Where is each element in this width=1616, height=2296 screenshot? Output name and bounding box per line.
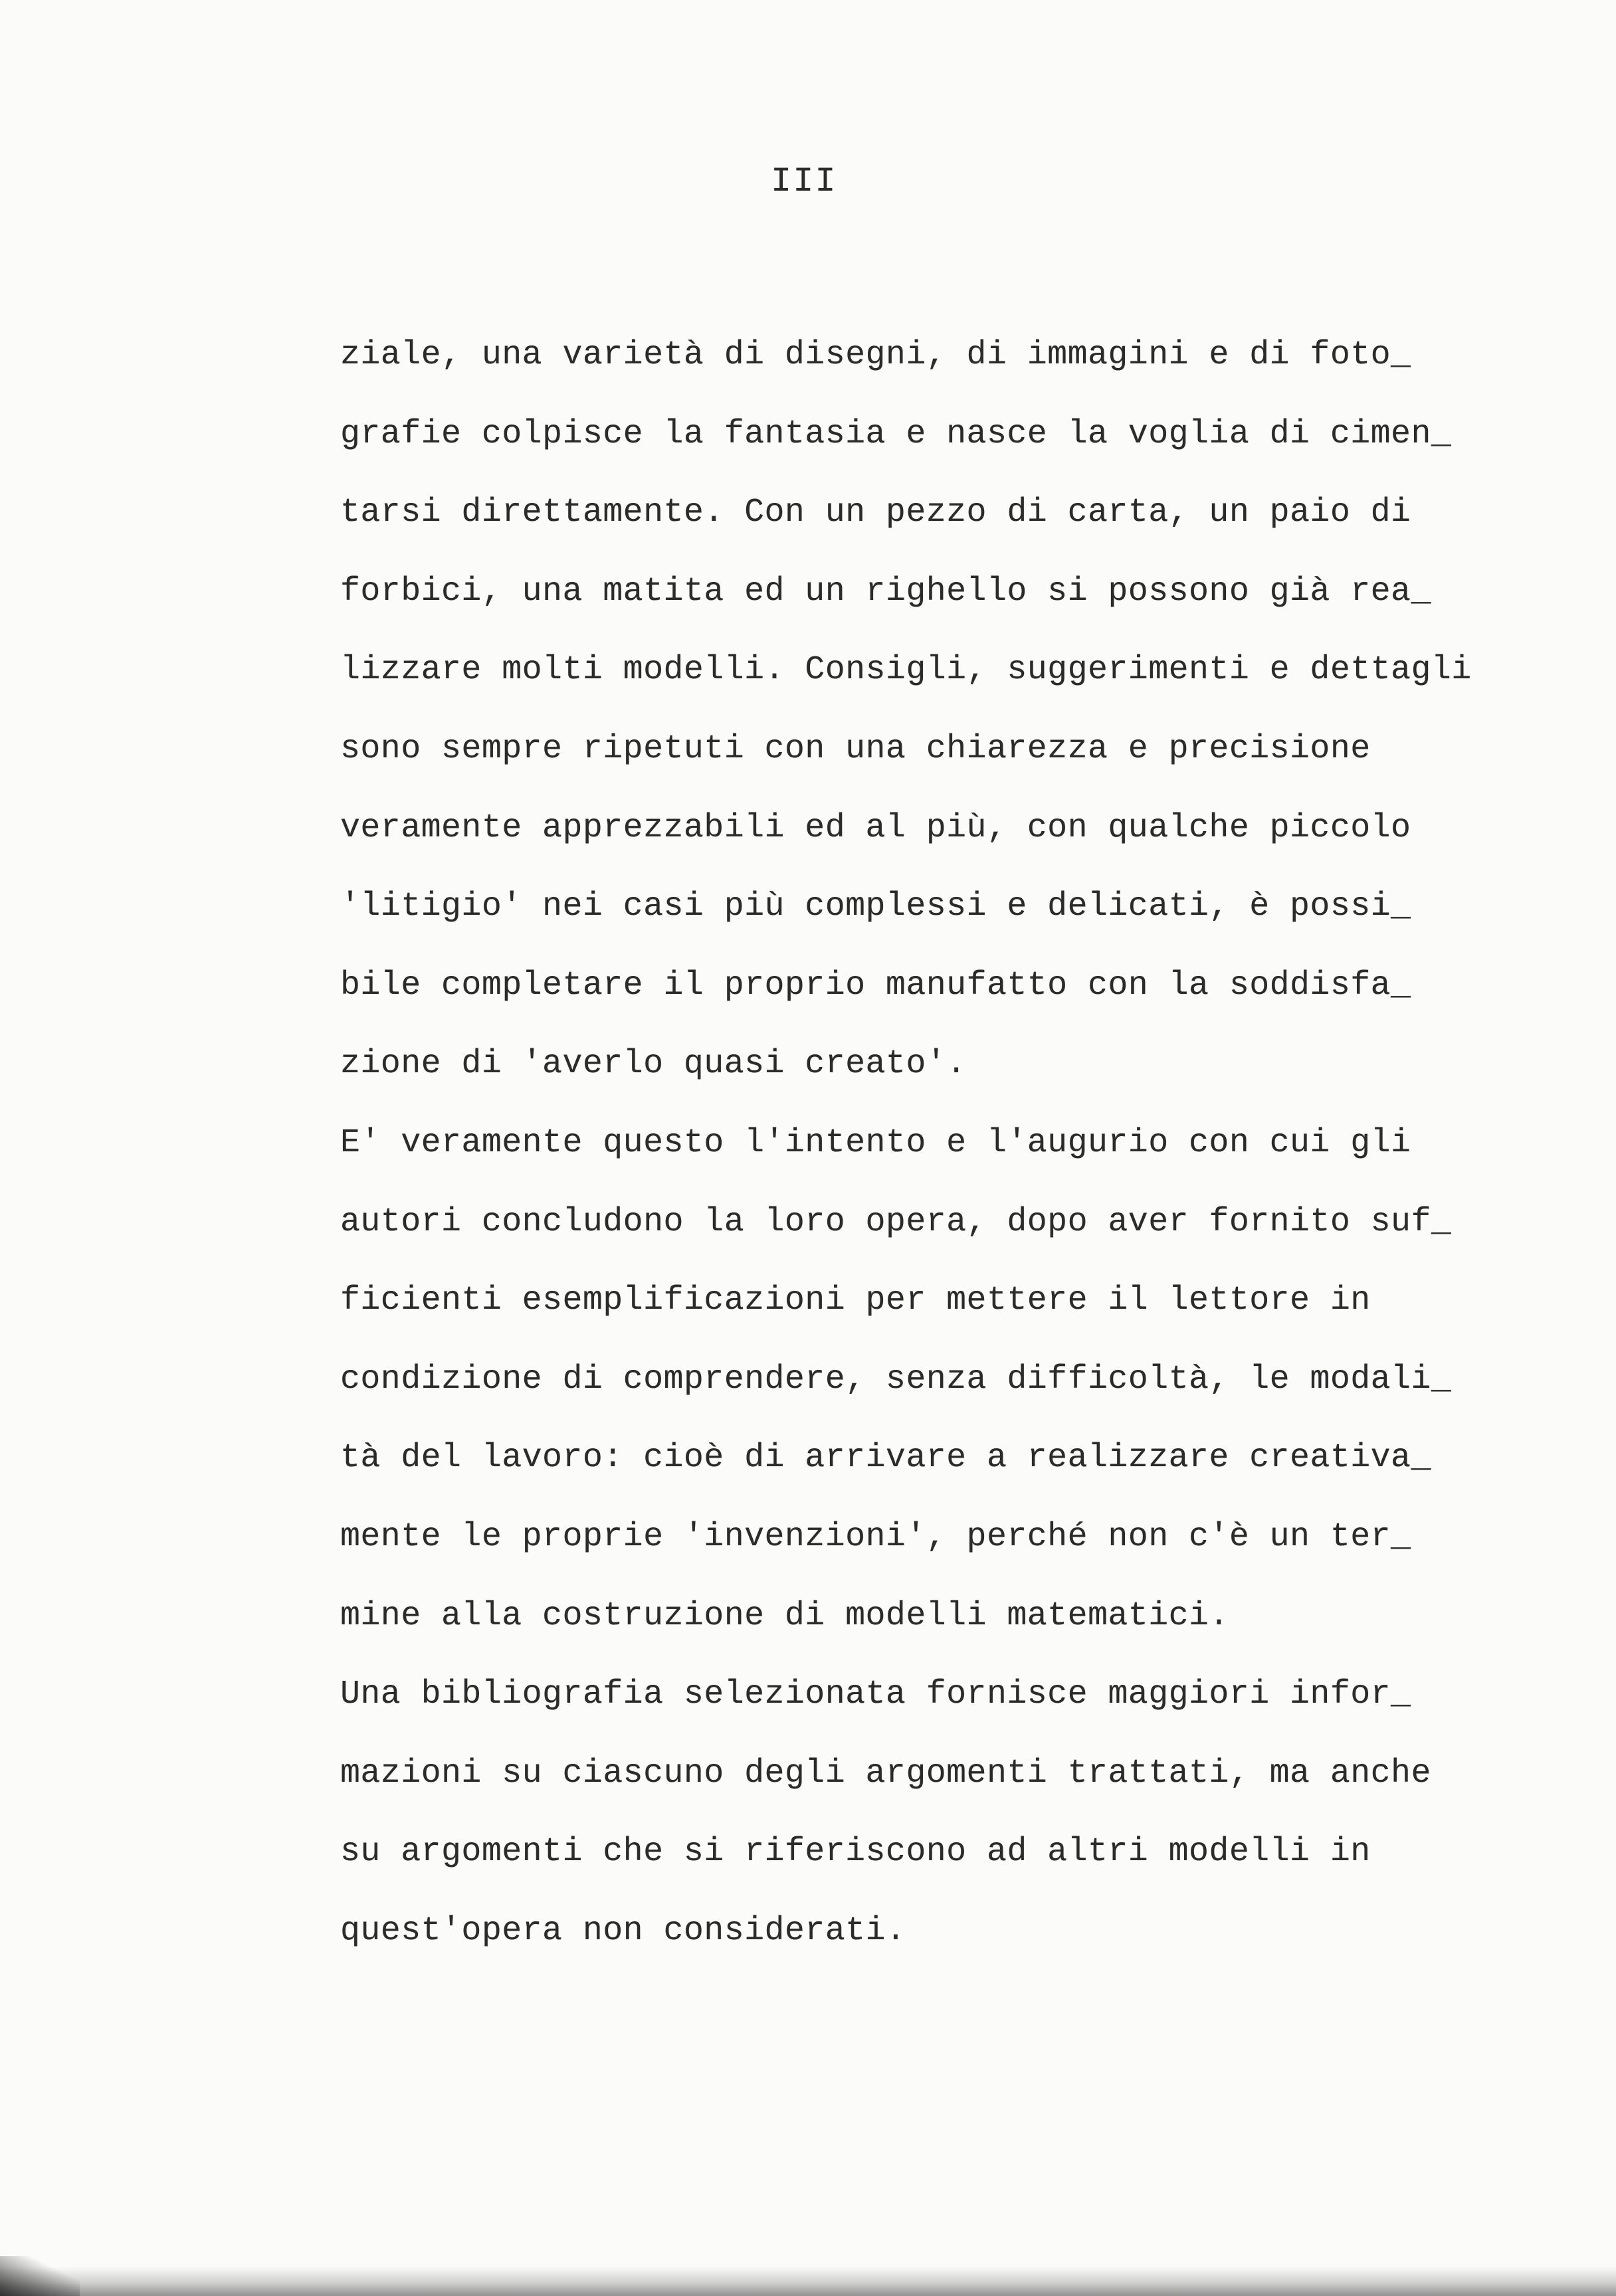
text-line: sono sempre ripetuti con una chiarezza e precisione	[340, 729, 1371, 768]
scan-shadow-corner	[0, 2256, 80, 2296]
page-number: III	[771, 162, 837, 201]
text-line: mente le proprie 'invenzioni', perché non c'è un ter_	[340, 1517, 1411, 1556]
text-line: grafie colpisce la fantasia e nasce la voglia di cimen_	[340, 415, 1452, 453]
text-line: mazioni su ciascuno degli argomenti trattati, ma anche	[340, 1754, 1431, 1792]
text-line: zione di 'averlo quasi creato'.	[340, 1045, 967, 1084]
text-line: tarsi direttamente. Con un pezzo di carta, un paio di	[340, 494, 1411, 532]
text-line: E' veramente questo l'intento e l'augurio con cui gli	[340, 1123, 1411, 1162]
text-line: Una bibliografia selezionata fornisce maggiori infor_	[340, 1675, 1411, 1714]
text-line: condizione di comprendere, senza difficoltà, le modali_	[340, 1360, 1452, 1398]
text-line: lizzare molti modelli. Consigli, suggerimenti e dettagli	[340, 651, 1472, 690]
body-text	[340, 329, 1523, 1983]
scan-shadow-bottom	[0, 2267, 1616, 2296]
text-line: autori concludono la loro opera, dopo aver fornito suf_	[340, 1202, 1452, 1241]
text-line: ziale, una varietà di disegni, di immagini e di foto_	[340, 336, 1411, 374]
text-line: quest'opera non considerati.	[340, 1911, 906, 1950]
text-line: bile completare il proprio manufatto con la soddisfa_	[340, 966, 1411, 1004]
text-line: tà del lavoro: cioè di arrivare a realizzare creativa_	[340, 1439, 1431, 1478]
text-line: 'litigio' nei casi più complessi e delicati, è possi_	[340, 888, 1411, 926]
text-line: forbici, una matita ed un righello si possono già rea_	[340, 572, 1431, 611]
text-line: su argomenti che si riferiscono ad altri modelli in	[340, 1833, 1371, 1871]
text-line: veramente apprezzabili ed al più, con qualche piccolo	[340, 809, 1411, 847]
text-line: mine alla costruzione di modelli matematici.	[340, 1596, 1229, 1635]
text-line: ficienti esemplificazioni per mettere il lettore in	[340, 1282, 1371, 1320]
